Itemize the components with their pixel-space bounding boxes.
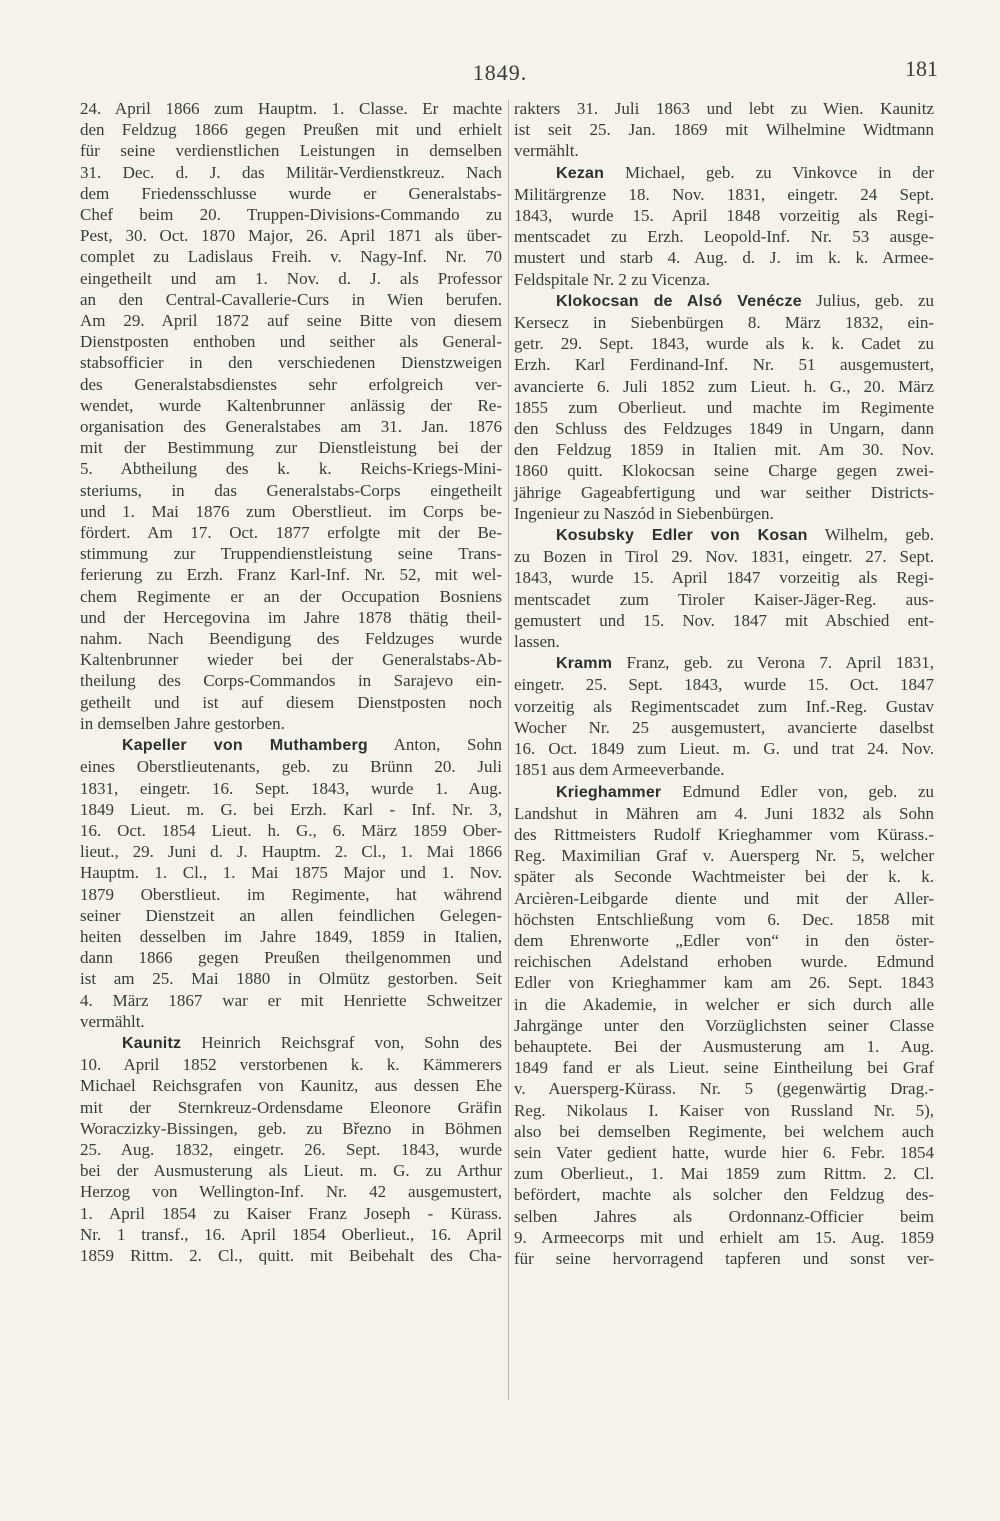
text-line — [80, 1054, 502, 1075]
text-line — [514, 696, 934, 717]
line-text: 10. April 1852 verstorbenen k. k. Kämmerers — [80, 1055, 502, 1075]
line-text: getheilt und ist auf diesem Dienstposten noch — [80, 692, 502, 712]
line-text: lassen. — [514, 632, 560, 652]
text-line — [80, 1160, 502, 1181]
text-line — [514, 98, 934, 119]
text-line — [80, 501, 502, 522]
line-text: Am 29. April 1872 auf seine Bitte von diesem — [80, 311, 502, 331]
text-line — [80, 1011, 502, 1032]
line-text: ferierung zu Erzh. Franz Karl-Inf. Nr. 52, mit wel- — [80, 565, 502, 585]
line-text: Hauptm. 1. Cl., 1. Mai 1875 Major und 1. Nov. — [80, 863, 502, 883]
line-text: fördert. Am 17. Oct. 1877 erfolgte mit der Be- — [80, 523, 502, 543]
line-text: eingetr. 25. Sept. 1843, wurde 15. Oct. 1847 — [514, 675, 934, 695]
line-text: chem Regimente er an der Occupation Bosniens — [80, 586, 502, 606]
text-line — [514, 1227, 934, 1248]
text-line — [514, 909, 934, 930]
line-text: Erzh. Karl Ferdinand-Inf. Nr. 51 ausgemustert, — [514, 355, 934, 375]
line-text: mentscadet zu Erzh. Leopold-Inf. Nr. 53 ausge- — [514, 227, 934, 247]
text-line — [80, 862, 502, 883]
text-line — [514, 1121, 934, 1142]
line-text: höchsten Entschließung vom 6. Dec. 1858 mit — [514, 909, 934, 929]
line-text: Michael, geb. zu Vinkovce in der — [604, 162, 934, 182]
line-text: Reg. Nikolaus I. Kaiser von Russland Nr. 5), — [514, 1100, 934, 1120]
line-text: dann 1866 gegen Preußen theilgenommen und — [80, 948, 502, 968]
line-text: Jahrgänge unter den Vorzüglichsten seiner Classe — [514, 1015, 934, 1035]
text-line — [514, 247, 934, 268]
entry-heading-line — [514, 162, 934, 184]
text-line — [514, 1015, 934, 1036]
text-line — [514, 1248, 934, 1269]
text-line — [80, 480, 502, 501]
text-line — [514, 1163, 934, 1184]
line-text: befördert, machte als solcher den Feldzug des- — [514, 1185, 934, 1205]
line-text: Michael Reichsgrafen von Kaunitz, aus dessen Ehe — [80, 1076, 502, 1096]
line-text: Wilhelm, geb. — [807, 525, 934, 545]
line-text: stabsofficier in den verschiedenen Dienstzweigen — [80, 353, 502, 373]
text-line — [514, 631, 934, 652]
text-line — [80, 225, 502, 246]
line-text: Dienstposten enthoben und seither als General- — [80, 332, 502, 352]
line-text: wendet, wurde Kaltenbrunner anlässig der Re- — [80, 395, 502, 415]
text-line — [80, 1203, 502, 1224]
entry-heading-line — [514, 290, 934, 312]
line-text: Wocher Nr. 25 ausgemustert, avancierte daselbst — [514, 717, 934, 737]
line-text: vermählt. — [514, 141, 579, 161]
text-line — [80, 692, 502, 713]
text-line — [80, 649, 502, 670]
line-text: Edmund Edler von, geb. zu — [661, 781, 934, 801]
line-text: Heinrich Reichsgraf von, Sohn des — [181, 1032, 502, 1052]
text-line — [80, 437, 502, 458]
text-line — [80, 522, 502, 543]
text-line — [80, 968, 502, 989]
line-text: 24. April 1866 zum Hauptm. 1. Classe. Er machte — [80, 99, 502, 118]
line-text: 9. Armeecorps mit und erhielt am 15. Aug. 1859 — [514, 1227, 934, 1247]
text-line — [514, 972, 934, 993]
text-line — [80, 799, 502, 820]
text-line — [80, 395, 502, 416]
line-text: rakters 31. Juli 1863 und lebt zu Wien. Kaunitz — [514, 99, 934, 118]
line-text: mentscadet zum Tiroler Kaiser-Jäger-Reg. aus- — [514, 589, 934, 609]
line-text: jährige Gageabfertigung und war seither Districts- — [514, 482, 934, 502]
line-text: mustert und starb 4. Aug. d. J. im k. k. Armee- — [514, 248, 934, 268]
text-line — [514, 759, 934, 780]
running-header-year: 1849. — [472, 60, 528, 85]
line-text: Reg. Maximilian Graf v. Auersperg Nr. 5, welcher — [514, 846, 934, 866]
text-line — [80, 246, 502, 267]
text-line — [80, 98, 502, 119]
entry-name: Kosubsky Edler von Kosan — [556, 527, 808, 545]
line-text: des Rittmeisters Rudolf Krieghammer vom Kürass.- — [514, 824, 934, 844]
line-text: Landshut in Mähren am 4. Juni 1832 als Sohn — [514, 803, 934, 823]
line-text: 1843, wurde 15. April 1848 vorzeitig als Regi- — [514, 206, 934, 226]
text-line — [514, 610, 934, 631]
line-text: Edler von Krieghammer kam am 26. Sept. 1843 — [514, 973, 934, 993]
line-text: mit der Sternkreuz-Ordensdame Eleonore Gräfin — [80, 1097, 502, 1117]
line-text: ist seit 25. Jan. 1869 mit Wilhelmine Widtmann — [514, 120, 934, 140]
line-text: vorzeitig als Regimentscadet zum Inf.-Reg. Gustav — [514, 696, 934, 716]
text-line — [80, 905, 502, 926]
text-line — [514, 184, 934, 205]
text-line — [514, 803, 934, 824]
line-text: 1879 Oberstlieut. im Regimente, hat während — [80, 884, 502, 904]
text-line — [80, 990, 502, 1011]
line-text: reichischen Adelstand erhoben wurde. Edmund — [514, 952, 934, 972]
line-text: 1851 aus dem Armeeverbande. — [514, 760, 725, 780]
line-text: Ingenieur zu Naszód in Siebenbürgen. — [514, 503, 774, 523]
entry-heading-line — [514, 652, 934, 674]
entry-heading-line — [80, 734, 502, 756]
text-line — [80, 1181, 502, 1202]
line-text: und 1. Mai 1876 zum Oberstlieut. im Corps be- — [80, 501, 502, 521]
entry-name: Kaunitz — [122, 1034, 182, 1052]
text-line — [80, 374, 502, 395]
text-line — [514, 460, 934, 481]
text-line — [80, 926, 502, 947]
line-text: Kaltenbrunner wieder bei der Generalstabs-Ab- — [80, 650, 502, 670]
line-text: 1860 quitt. Klokocsan seine Charge gegen zwei- — [514, 461, 934, 481]
text-line — [80, 289, 502, 310]
text-line — [514, 951, 934, 972]
text-line — [514, 312, 934, 333]
text-line — [80, 331, 502, 352]
entry-name: Kapeller von Muthamberg — [122, 737, 368, 755]
line-text: complet zu Ladislaus Freih. v. Nagy-Inf. Nr. 70 — [80, 247, 502, 267]
line-text: 5. Abtheilung des k. k. Reichs-Kriegs-Mini- — [80, 459, 502, 479]
line-text: selben Jahres als Ordonnanz-Officier beim — [514, 1206, 934, 1226]
line-text: gemustert und 15. Nov. 1847 mit Abschied ent- — [514, 610, 934, 630]
text-line — [80, 119, 502, 140]
line-text: 1859 Rittm. 2. Cl., quitt. mit Beibehalt des Cha- — [80, 1245, 502, 1265]
text-line — [80, 162, 502, 183]
line-text: Pest, 30. Oct. 1870 Major, 26. April 1871 als über- — [80, 226, 502, 246]
entry-heading-line — [514, 781, 934, 803]
line-text: ist am 25. Mai 1880 in Olmütz gestorben. Seit — [80, 969, 502, 989]
line-text: an den Central-Cavallerie-Curs in Wien berufen. — [80, 289, 502, 309]
text-line — [514, 205, 934, 226]
line-text: Arcièren-Leibgarde diente und mit der Aller- — [514, 888, 934, 908]
line-text: 1849 Lieut. m. G. bei Erzh. Karl - Inf. Nr. 3, — [80, 799, 502, 819]
text-line — [514, 1036, 934, 1057]
text-line — [514, 866, 934, 887]
text-line — [80, 183, 502, 204]
line-text: den Feldzug 1866 gegen Preußen mit und erhielt — [80, 120, 502, 140]
line-text: avancierte 6. Juli 1852 zum Lieut. h. G., 20. März — [514, 376, 934, 396]
entry-heading-line — [514, 524, 934, 546]
text-line — [80, 841, 502, 862]
text-line — [80, 1139, 502, 1160]
text-line — [80, 352, 502, 373]
line-text: Julius, geb. zu — [801, 290, 934, 310]
left-text-column — [80, 98, 502, 1266]
line-text: v. Auersperg-Kürass. Nr. 5 (gegenwärtig Drag.- — [514, 1079, 934, 1099]
text-line — [80, 713, 502, 734]
line-text: behauptete. Bei der Ausmusterung am 1. Aug. — [514, 1036, 934, 1056]
line-text: 1831, eingetr. 16. Sept. 1843, wurde 1. Aug. — [80, 778, 502, 798]
line-text: Nr. 1 transf., 16. April 1854 Oberlieut., 16. April — [80, 1224, 502, 1244]
text-line — [514, 1206, 934, 1227]
line-text: den Feldzug 1859 in Italien mit. Am 30. Nov. — [514, 440, 934, 460]
text-line — [80, 458, 502, 479]
text-line — [514, 824, 934, 845]
text-line — [80, 884, 502, 905]
line-text: also bei demselben Regimente, bei welchem auch — [514, 1121, 934, 1141]
text-line — [514, 738, 934, 759]
text-line — [514, 226, 934, 247]
line-text: lieut., 29. Juni d. J. Hauptm. 2. Cl., 1. Mai 1866 — [80, 842, 502, 862]
line-text: Herzog von Wellington-Inf. Nr. 42 ausgemustert, — [80, 1182, 502, 1202]
text-line — [514, 376, 934, 397]
text-line — [514, 1184, 934, 1205]
line-text: eingetheilt und am 1. Nov. d. J. als Professor — [80, 268, 502, 288]
text-line — [80, 1097, 502, 1118]
right-text-column — [514, 98, 934, 1269]
line-text: 1. April 1854 zu Kaiser Franz Joseph - Kürass. — [80, 1203, 502, 1223]
line-text: eines Oberstlieutenants, geb. zu Brünn 20. Juli — [80, 757, 502, 777]
text-line — [514, 845, 934, 866]
text-line — [514, 418, 934, 439]
line-text: 1843, wurde 15. April 1847 vorzeitig als Regi- — [514, 568, 934, 588]
text-line — [514, 717, 934, 738]
text-line — [514, 994, 934, 1015]
line-text: theilung des Corps-Commandos in Sarajevo ein- — [80, 671, 502, 691]
text-line — [80, 1118, 502, 1139]
text-line — [80, 1245, 502, 1266]
entry-heading-line — [80, 1032, 502, 1054]
line-text: später als Seconde Wachtmeister bei der k. k. — [514, 867, 934, 887]
line-text: nahm. Nach Beendigung des Feldzuges wurde — [80, 629, 502, 649]
page-number: 181 — [905, 56, 938, 81]
text-line — [514, 1078, 934, 1099]
text-line — [514, 119, 934, 140]
entry-name: Krieghammer — [556, 783, 662, 801]
text-line — [80, 778, 502, 799]
text-line — [514, 397, 934, 418]
text-line — [514, 482, 934, 503]
line-text: bei der Ausmusterung als Lieut. m. G. zu Arthur — [80, 1161, 502, 1181]
line-text: dem Ehrenworte „Edler von“ in den öster- — [514, 930, 934, 950]
text-line — [514, 269, 934, 290]
line-text: sein Vater gedient hatte, wurde hier 6. Febr. 1854 — [514, 1142, 934, 1162]
text-line — [80, 543, 502, 564]
text-line — [80, 310, 502, 331]
text-line — [514, 140, 934, 161]
text-line — [80, 1075, 502, 1096]
text-line — [514, 674, 934, 695]
text-line — [514, 930, 934, 951]
text-line — [514, 888, 934, 909]
text-line — [80, 204, 502, 225]
text-line — [80, 1224, 502, 1245]
line-text: Kersecz in Siebenbürgen 8. März 1832, ein- — [514, 313, 934, 333]
text-line — [514, 546, 934, 567]
line-text: 16. Oct. 1849 zum Lieut. m. G. und trat 24. Nov. — [514, 739, 934, 759]
line-text: Chef beim 20. Truppen-Divisions-Commando zu — [80, 205, 502, 225]
line-text: seiner Dienstzeit an allen feindlichen Gelegen- — [80, 905, 502, 925]
text-line — [514, 589, 934, 610]
text-line — [80, 586, 502, 607]
line-text: in demselben Jahre gestorben. — [80, 713, 285, 733]
line-text: in die Akademie, in welcher er sich durch alle — [514, 994, 934, 1014]
entry-name: Kezan — [556, 164, 605, 182]
line-text: steriums, in das Generalstabs-Corps eingetheilt — [80, 480, 502, 500]
line-text: Franz, geb. zu Verona 7. April 1831, — [612, 653, 934, 673]
line-text: 1849 fand er als Lieut. seine Eintheilung bei Graf — [514, 1058, 934, 1078]
text-line — [80, 416, 502, 437]
text-line — [80, 756, 502, 777]
line-text: organisation des Generalstabes am 31. Jan. 1876 — [80, 417, 502, 437]
text-line — [80, 670, 502, 691]
text-line — [80, 947, 502, 968]
line-text: vermählt. — [80, 1011, 145, 1031]
line-text: 1855 zum Oberlieut. und machte im Regimente — [514, 397, 934, 417]
text-line — [80, 607, 502, 628]
entry-name: Klokocsan de Alsó Venécze — [556, 292, 802, 310]
line-text: Woraczizky-Bissingen, geb. zu Březno in Böhmen — [80, 1118, 502, 1138]
text-line — [514, 1057, 934, 1078]
text-line — [80, 140, 502, 161]
text-line — [514, 333, 934, 354]
entry-name: Kramm — [556, 655, 613, 673]
line-text: den Schluss des Feldzuges 1849 in Ungarn, dann — [514, 419, 934, 439]
line-text: 25. Aug. 1832, eingetr. 26. Sept. 1843, wurde — [80, 1139, 502, 1159]
text-line — [80, 628, 502, 649]
line-text: stimmung zur Truppendienstleistung seine Trans- — [80, 544, 502, 564]
column-divider — [508, 100, 509, 1400]
line-text: zu Bozen in Tirol 29. Nov. 1831, eingetr. 27. Sept. — [514, 547, 934, 567]
text-line — [514, 354, 934, 375]
line-text: 4. März 1867 war er mit Henriette Schweitzer — [80, 990, 502, 1010]
text-line — [514, 567, 934, 588]
text-line — [514, 503, 934, 524]
line-text: mit der Bestimmung zur Dienstleistung bei der — [80, 438, 502, 458]
line-text: Militärgrenze 18. Nov. 1831, eingetr. 24 Sept. — [514, 184, 934, 204]
line-text: Anton, Sohn — [367, 735, 502, 755]
line-text: dem Friedensschlusse wurde er Generalstabs- — [80, 183, 502, 203]
line-text: Feldspitale Nr. 2 zu Vicenza. — [514, 269, 710, 289]
text-line — [80, 564, 502, 585]
line-text: zum Oberlieut., 1. Mai 1859 zum Rittm. 2. Cl. — [514, 1164, 934, 1184]
line-text: des Generalstabsdienstes sehr erfolgreich ver- — [80, 374, 502, 394]
line-text: 31. Dec. d. J. das Militär-Verdienstkreuz. Nach — [80, 162, 502, 182]
line-text: für seine hervorragend tapferen und sonst ver- — [514, 1248, 934, 1268]
text-line — [514, 1142, 934, 1163]
line-text: heiten desselben im Jahre 1849, 1859 in Italien, — [80, 926, 502, 946]
text-line — [514, 439, 934, 460]
text-line — [514, 1100, 934, 1121]
line-text: für seine verdienstlichen Leistungen in demselben — [80, 141, 502, 161]
line-text: getr. 29. Sept. 1843, wurde als k. k. Cadet zu — [514, 334, 934, 354]
line-text: und der Hercegovina im Jahre 1878 thätig theil- — [80, 607, 502, 627]
line-text: 16. Oct. 1854 Lieut. h. G., 6. März 1859 Ober- — [80, 820, 502, 840]
text-line — [80, 268, 502, 289]
text-line — [80, 820, 502, 841]
